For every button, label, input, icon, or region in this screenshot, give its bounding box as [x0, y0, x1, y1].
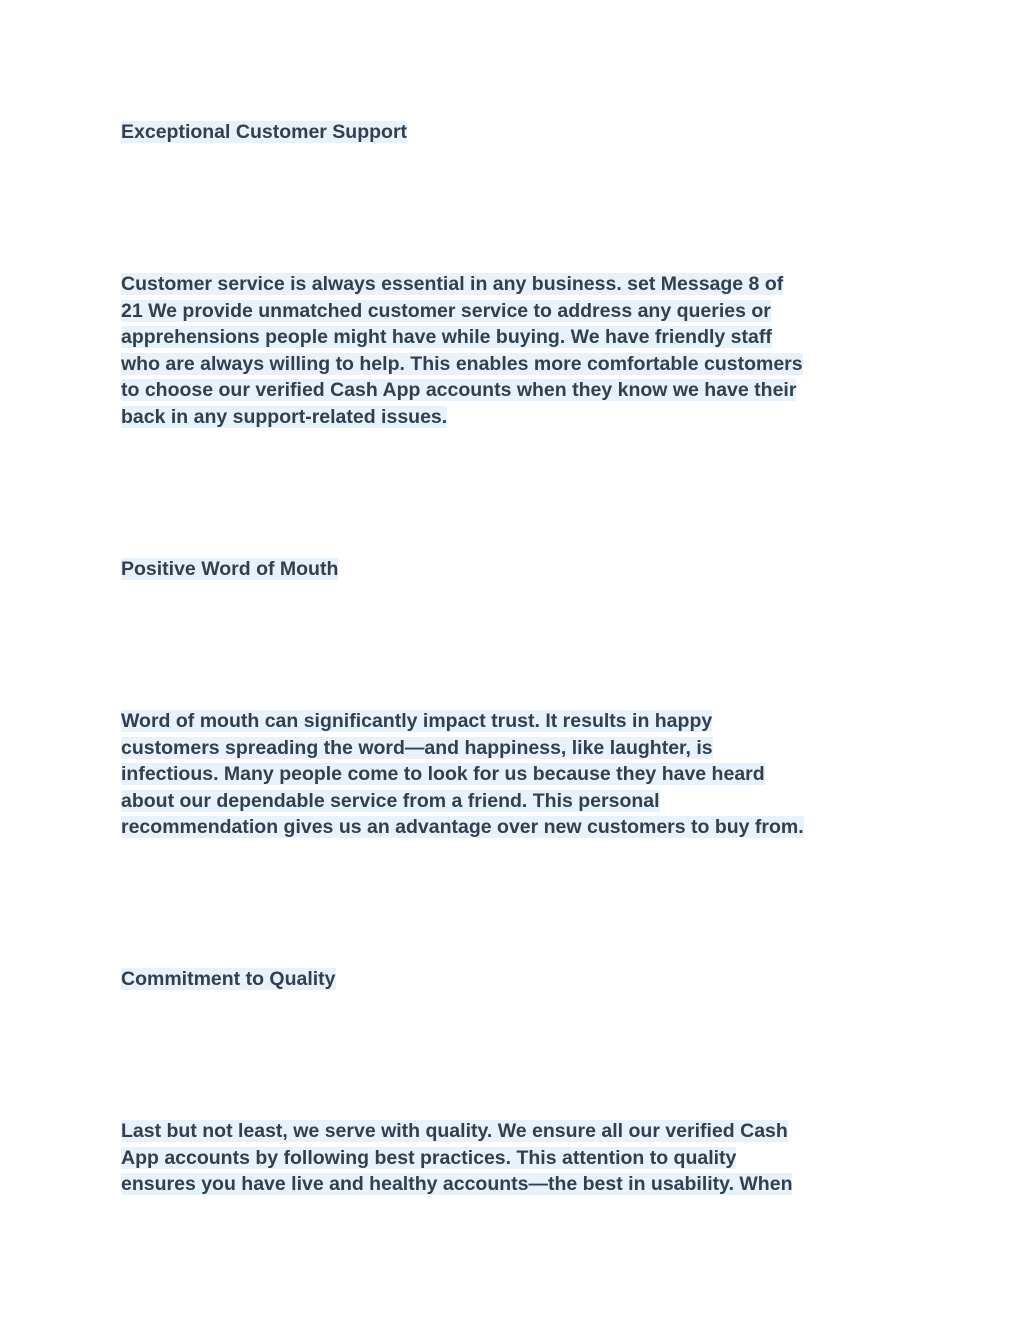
text-line: 21 We provide unmatched customer service to address any queries or: [121, 299, 771, 322]
section-body-word-of-mouth: [121, 708, 841, 841]
section-heading-commitment-quality: Commitment to Quality: [121, 968, 336, 990]
text-line: about our dependable service from a friend. This personal: [121, 789, 660, 812]
text-line: Last but not least, we serve with quality. We ensure all our verified Cash: [121, 1120, 788, 1142]
text-line: who are always willing to help. This enables more comfortable customers: [121, 352, 803, 375]
section-body-commitment-quality: [121, 1118, 841, 1198]
text-line: customers spreading the word—and happiness, like laughter, is: [121, 736, 713, 759]
text-line: App accounts by following best practices. This attention to quality: [121, 1146, 737, 1169]
section-body-customer-support: [121, 271, 841, 430]
text-line: infectious. Many people come to look for us because they have heard: [121, 763, 765, 785]
text-line: Customer service is always essential in any business. set Message 8 of: [121, 273, 784, 295]
section-heading-word-of-mouth: Positive Word of Mouth: [121, 558, 339, 580]
text-line: recommendation gives us an advantage over new customers to buy from.: [121, 816, 804, 838]
text-line: Word of mouth can significantly impact trust. It results in happy: [121, 710, 713, 732]
text-line: ensures you have live and healthy accounts—the best in usability. When: [121, 1173, 793, 1195]
text-line: apprehensions people might have while buying. We have friendly staff: [121, 326, 772, 348]
text-line: back in any support-related issues.: [121, 405, 448, 428]
text-line: to choose our verified Cash App accounts when they know we have their: [121, 379, 797, 401]
section-heading-customer-support: Exceptional Customer Support: [121, 121, 408, 143]
